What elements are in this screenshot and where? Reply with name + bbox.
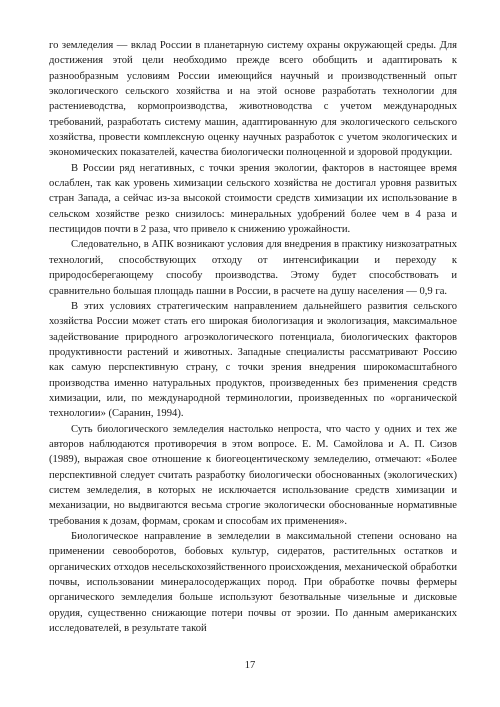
page-number: 17 <box>244 660 256 671</box>
paragraph-apk-conditions: Следовательно, в АПК возникают условия для внедрения в практику низкозатратных технологий, способствующих отходу от интенсификации и переходу к природосберегающему способу производства. Этому будет способствовать и сравнительно большая площадь пашни в России, в расчете на душу населения — 0,9 га. <box>49 239 457 297</box>
paragraph-biological-direction: Биологическое направление в земледелии в максимальной степени основано на применении севооборотов, бобовых культур, сидератов, растительных остатков и органических отходов несельскохозяйственного происхождения, механической обработки почвы, использовании минералосодержащих пород. При обработке почвы фермеры органического земледелия больше используют безотвальные чизельные и дисковые орудия, существенно снижающие потери почвы от эрозии. По данным американских исследователей, в результате такой <box>49 531 457 635</box>
paragraph-biological-farming-essence: Суть биологического земледелия настолько непроста, что часто у одних и тех же авторов наблюдаются противоречия в этом вопросе. Е. М. Самойлова и А. П. Сизов (1989), выражая свое отношение к биогеоцентическому земледелию, отмечают: «Более перспективной следует считать разработку биологически обоснованных (экологических) систем земледелия, в которых не исключается использование средств химизации и механизации, но выдвигаются весьма строгие экологически обоснованные нормативные требования к дозам, формам, срокам и способам их применения». <box>49 423 457 527</box>
paragraph-strategic-direction: В этих условиях стратегическим направлением дальнейшего развития сельского хозяйства России может стать его широкая биологизация и экологизация, максимальное задействование природного агроэкологического потенциала, биологических факторов продуктивности растений и животных. Западные специалисты рассматривают Россию как самую перспективную страну, с точки зрения внедрения широкомасштабного производства именно натуральных продуктов, произведенных без применения средств химизации, или, по международной терминологии, произведенных по «органической технологии» (Саранин, 1994). <box>49 300 457 420</box>
paragraph-russia-factors: В России ряд негативных, с точки зрения экологии, факторов в настоящее время ослаблен, так как уровень химизации сельского хозяйства не достигал уровня развитых стран Запада, а сейчас из-за высокой стоимости средств химизации их использование в сельском хозяйстве резко снизилось: минеральных удобрений более чем в 4 раза и пестицидов почти в 2 раза, что привело к снижению урожайности. <box>49 162 457 236</box>
paragraph-continuation: го земледелия — вклад России в планетарную систему охраны окружающей среды. Для достижения этой цели необходимо прежде всего обобщить и адаптировать к разнообразным условиям России имеющийся научный и производственный опыт экологического сельского хозяйства и на этой основе разработать технологии для растениеводства, кормопроизводства, животноводства с учетом международных требований, разработать систему машин, адаптированную для экологического сельского хозяйства, провести комплексную оценку научных разработок с учетом экологических и экономических показателей, качества биологически полноценной и здоровой продукции. <box>49 40 457 159</box>
